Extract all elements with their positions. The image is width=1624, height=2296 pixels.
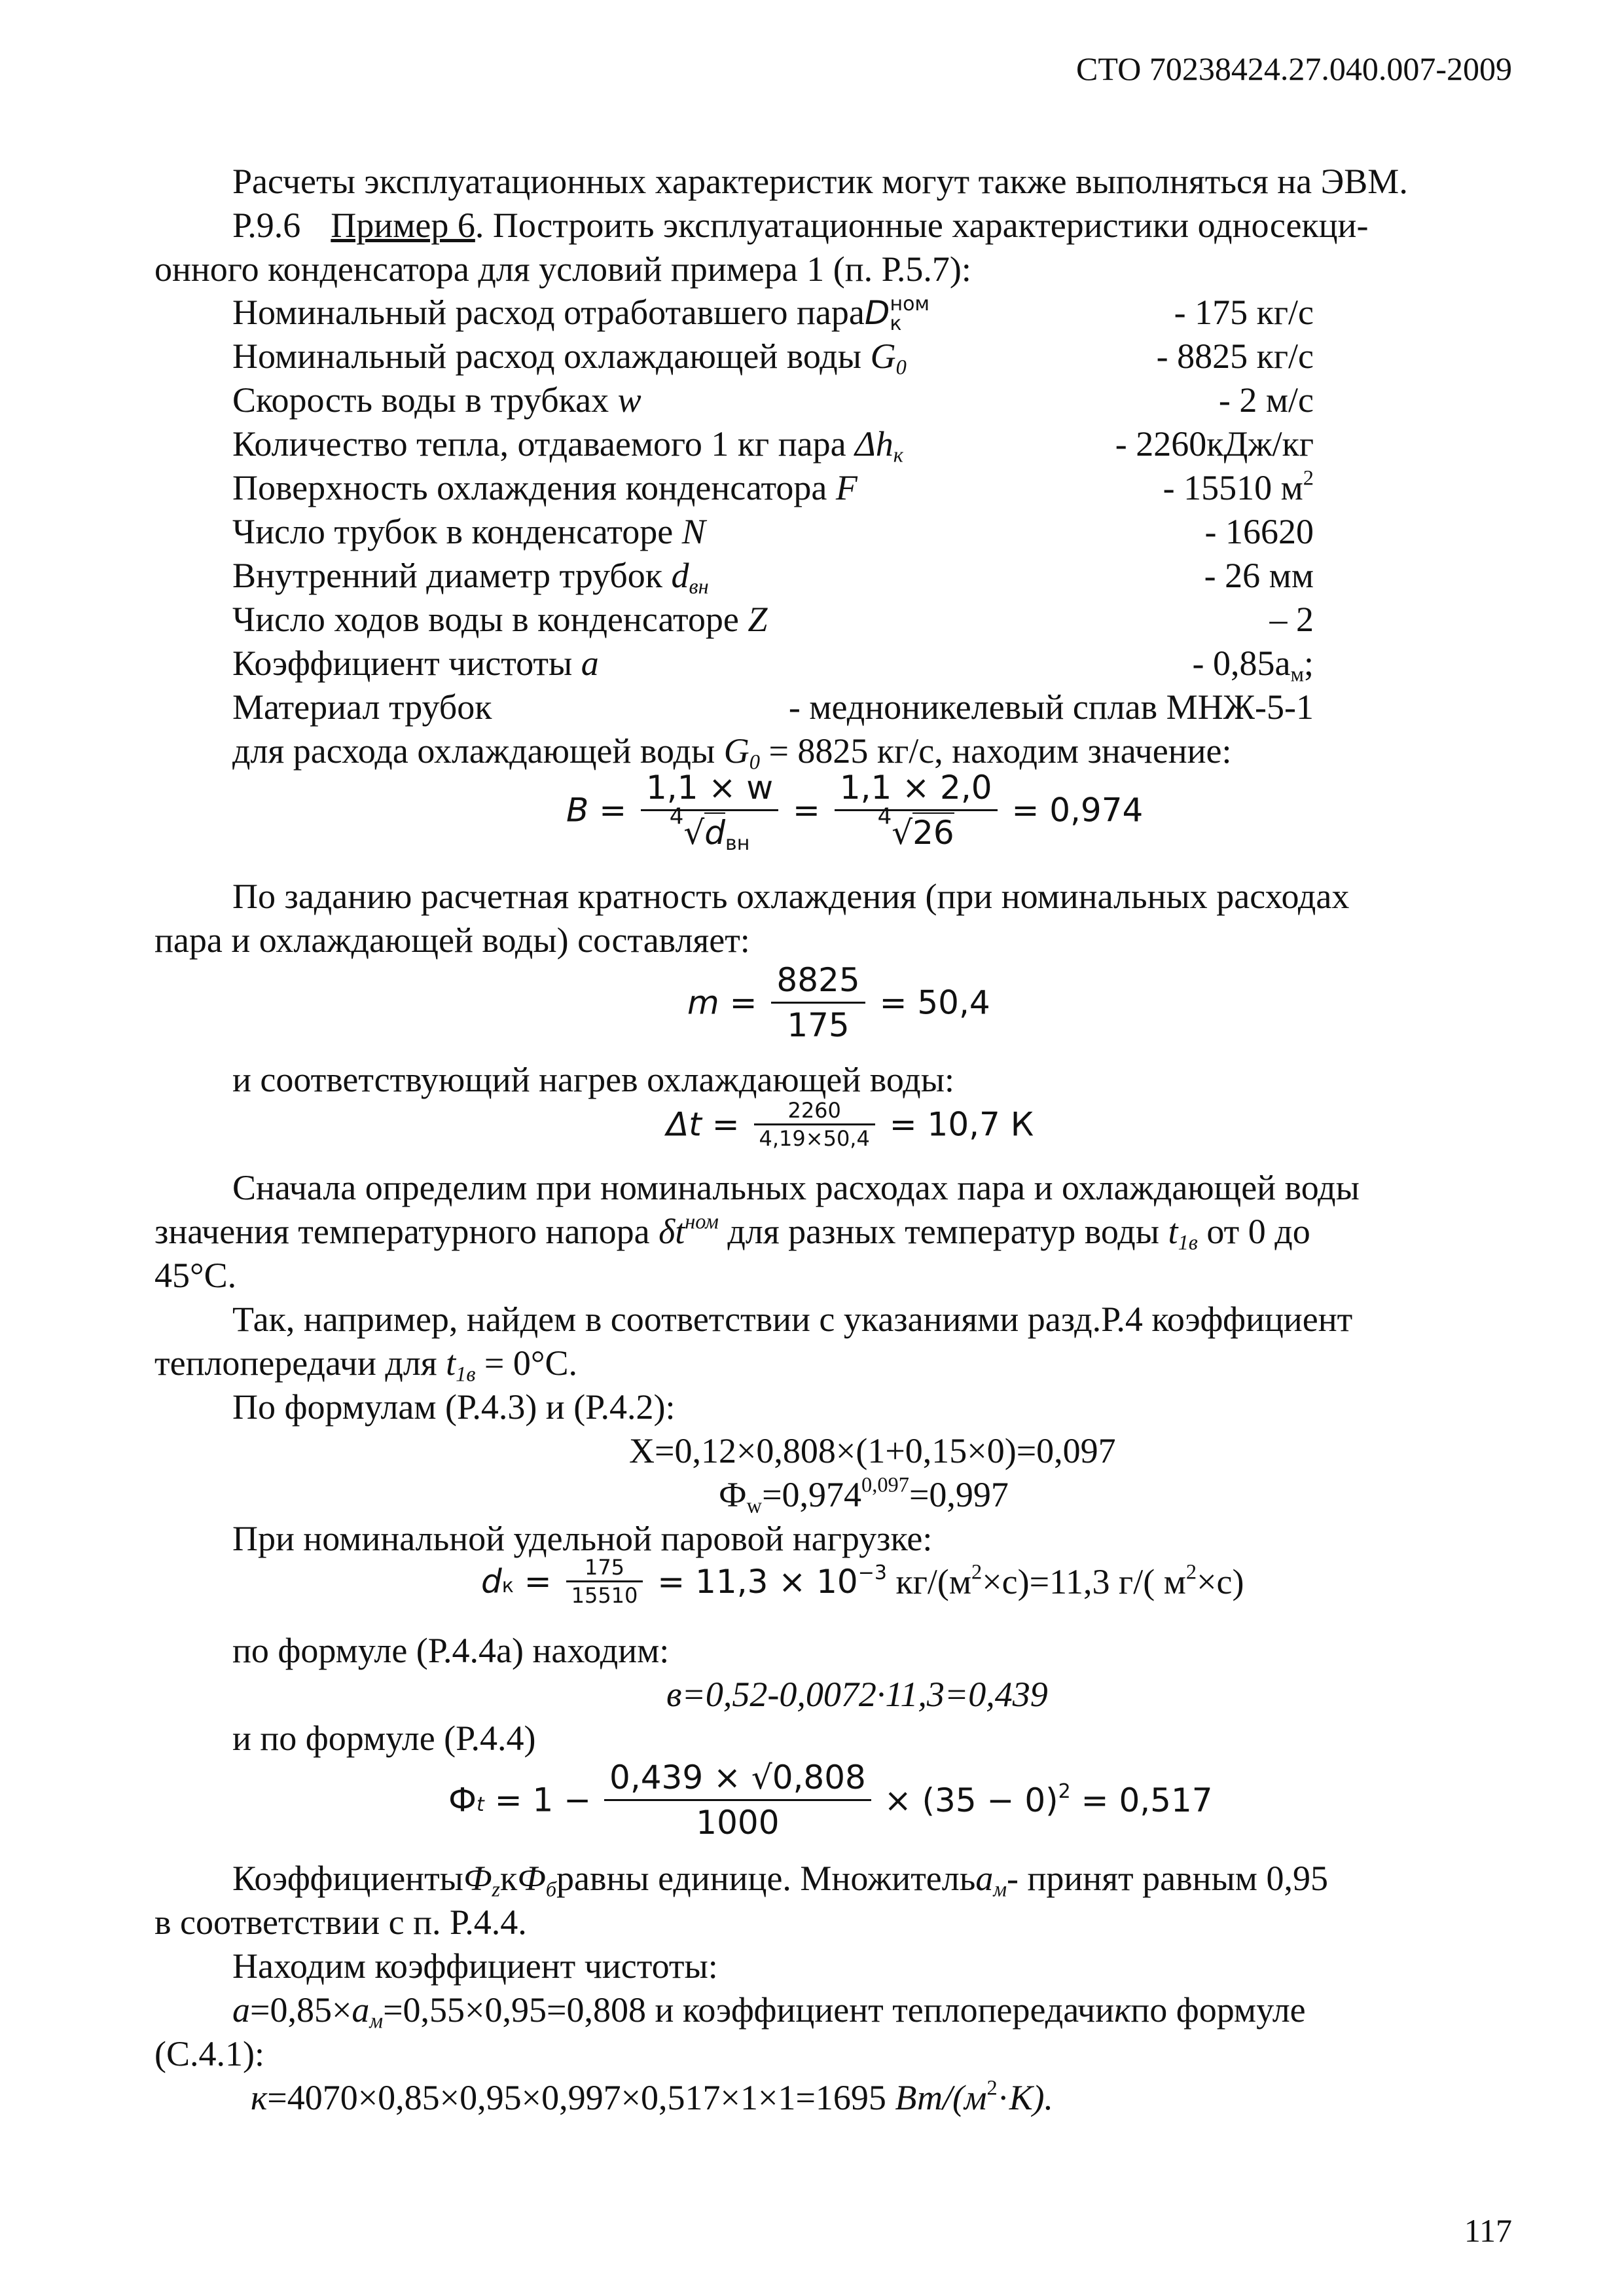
param-row-6: Число трубок в конденсаторе N [232, 512, 706, 551]
example-title: Пример 6 [331, 206, 475, 245]
param-row-7: Внутренний диаметр трубок $d_{вн}$ [232, 556, 709, 599]
example-line-1 [232, 206, 1369, 245]
param-row-9: Коэффициент чистоты а [232, 644, 599, 683]
nominal-load-line: При номинальной удельной паровой нагрузке: [232, 1519, 933, 1558]
param-value-8: – 2 [1269, 600, 1314, 639]
param-row-10: Материал трубок [232, 687, 492, 727]
param-row-4: Количество тепла, отдаваемого 1 кг пара $\Delta h_к$ [232, 424, 903, 467]
coef-paragraph-line-2: в соответствии с п. Р.4.4. [154, 1903, 527, 1942]
first-paragraph-line-3: 45°С. [154, 1256, 237, 1295]
equation-phi-t: $Ф_t = 1$ − $\frac{0,439 \times √0,808}{1000}$ × $(35 - 0)^2 = 0,517$ [448, 1758, 1213, 1842]
k-equation-line: к=4070×0,85×0,95×0,997×0,517×1×1=1695 $Вт/(м^2\cdot К)$. [251, 2076, 1054, 2117]
equation-b: B = $\frac{1,1 \times w}{^4√d_{вн}}$ = $\frac{1,1 \times 2,0}{^4√26}$ = 0,974 [566, 769, 1144, 855]
param-value-2: - 8825 кг/с [1156, 337, 1314, 376]
clean-equation-line-1: $а=0,85\times а_м=0,55\times 0,95=0,808$ и коэффициент теплопередачикпо формуле [232, 1990, 1306, 2033]
so-paragraph-line-2: теплопередачи для $t_{1в} = 0^\circ С$. [154, 1343, 577, 1387]
param-row-3: Скорость воды в трубках w [232, 380, 641, 420]
param-row-5: Поверхность охлаждения конденсатора F [232, 468, 857, 507]
param-value-6: - 16620 [1204, 512, 1314, 551]
equation-dt: Δt = $\frac{2260}{4,19\times 50,4}$ = 10,7 К [666, 1098, 1034, 1151]
param-value-10: - медноникелевый сплав МНЖ-5-1 [788, 687, 1314, 727]
heat-line: и соответствующий нагрев охлаждающей воды: [232, 1060, 955, 1099]
equation-x: Х=0,12×0,808×(1+0,15×0)=0,097 [629, 1431, 1116, 1470]
param-value-4: - 2260кДж/кг [1115, 424, 1314, 464]
param-value-1: - 175 кг/с [1174, 293, 1314, 332]
water-flow-line: для расхода охлаждающей воды $G_0 = 8825$ кг/с, находим значение: [232, 731, 1232, 774]
param-value-9: - $0,85а_м$; [1192, 644, 1314, 687]
by-formulas-line: По формулам (Р.4.3) и (Р.4.2): [232, 1387, 676, 1427]
by-formula-a-line: по формуле (Р.4.4а) находим: [232, 1631, 670, 1670]
page-number: 117 [1464, 2212, 1512, 2249]
param-value-5: - 15510 $м^2$ [1163, 466, 1314, 507]
by-formula-line: и по формуле (Р.4.4) [232, 1719, 536, 1758]
clean-equation-line-2: (С.4.1): [154, 2034, 264, 2073]
first-paragraph-line-1: Сначала определим при номинальных расходах пара и охлаждающей воды [232, 1168, 1360, 1207]
param-value-3: - 2 м/с [1218, 380, 1314, 420]
param-row-8: Число ходов воды в конденсаторе Z [232, 600, 768, 639]
equation-dk: $d_к$ = $\frac{175}{15510}$ = $11,3 \times 10^{-3}$ $кг/(м^2\times с)=11,3$ г/( $м^2\times с$) [481, 1555, 1244, 1608]
so-paragraph-line-1: Так, например, найдем в соответствии с указаниями разд.Р.4 коэффициент [232, 1300, 1353, 1339]
equation-m: m = $\frac{8825}{175}$ = 50,4 [687, 961, 990, 1044]
intro-line: Расчеты эксплуатационных характеристик могут также выполняться на ЭВМ. [232, 162, 1408, 201]
example-text-1: . Построить эксплуатационные характеристики односекци- [475, 206, 1369, 245]
clean-find-line: Находим коэффициент чистоты: [232, 1946, 718, 1986]
param-value-7: - 26 мм [1204, 556, 1314, 595]
first-paragraph-line-2: значения температурного напора $\delta t^{ном}$ для разных температур воды $t_{1в}$ от 0 до [154, 1210, 1310, 1255]
equation-v: в=0,52-0,0072·11,3=0,439 [666, 1675, 1048, 1714]
example-line-2: онного конденсатора для условий примера 1 (п. Р.5.7): [154, 249, 971, 289]
param-row-1: Номинальный расход отработавшего параD$_к^{ном}$ [232, 293, 930, 335]
ratio-line-1: По заданию расчетная кратность охлаждения (при номинальных расходах [232, 877, 1350, 916]
ratio-line-2: пара и охлаждающей воды) составляет: [154, 920, 750, 960]
coef-paragraph-line-1: $КоэффициентыФ_zкФ_бравны$ единице. Множительа$_м$- принят равным 0,95 [232, 1859, 1328, 1902]
example-clause: Р.9.6 [232, 206, 301, 245]
equation-phi-w: $Ф_w=0,974^{0,097}=0,997$ [719, 1473, 1009, 1518]
document-code-header: СТО 70238424.27.040.007-2009 [1076, 50, 1512, 87]
param-row-2: Номинальный расход охлаждающей воды $G_0$ [232, 337, 907, 380]
